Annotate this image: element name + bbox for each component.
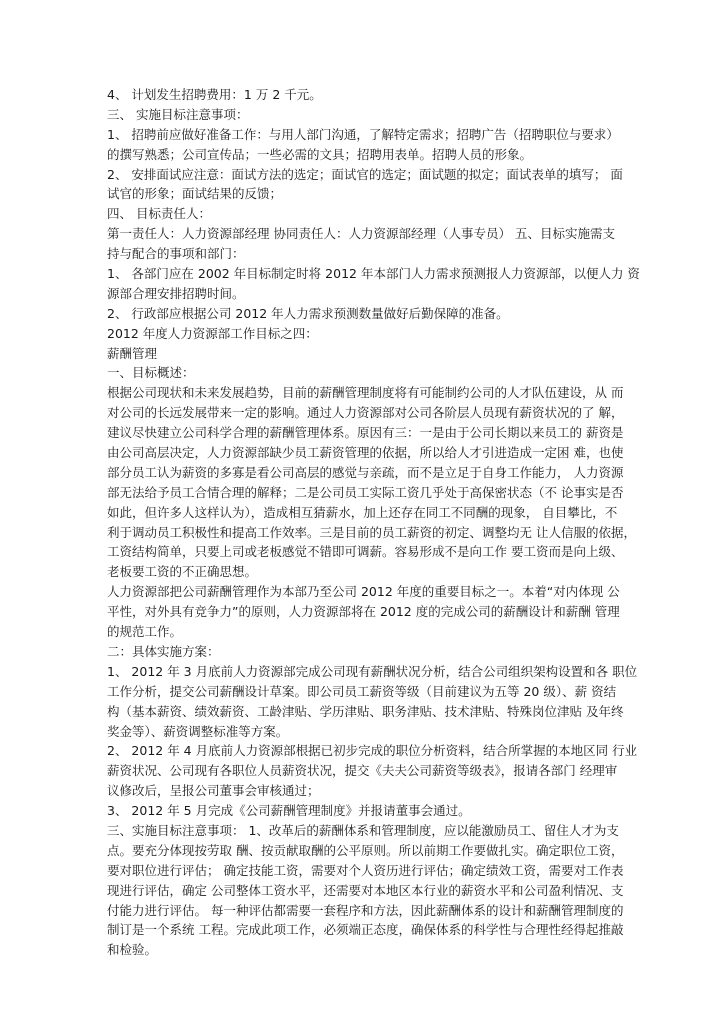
section-heading: 一、目标概述： bbox=[107, 365, 195, 381]
text-line: 由公司高层决定，人力资源部缺少员工薪资管理的依据，所以给人才引进造成一定困 难，也使 bbox=[107, 445, 624, 461]
text-line: 平性，对外具有竞争力”的原则，人力资源部将在 2012 度的完成公司的薪酬设计和薪酬 管理 bbox=[107, 604, 620, 620]
text-line: 的规范工作。 bbox=[107, 624, 183, 640]
text-line: 1、 各部门应在 2002 年目标制定时将 2012 年本部门人力需求预测报人力资源部，以便人力 资 bbox=[107, 266, 640, 282]
text-line: 议修改后，呈报公司董事会审核通过； bbox=[107, 783, 320, 799]
document-subtitle: 2012 年度人力资源部工作目标之四： bbox=[107, 325, 318, 341]
text-line: 人力资源部把公司薪酬管理作为本部乃至公司 2012 年度的重要目标之一。本着“对内体现 公 bbox=[107, 584, 620, 600]
text-line: 的撰写熟悉；公司宣传品；一些必需的文具；招聘用表单。招聘人员的形象。 bbox=[107, 146, 533, 162]
topic-heading: 薪酬管理 bbox=[107, 345, 158, 361]
text-line: 部无法给予员工合情合理的解释；二是公司员工实际工资几乎处于高保密状态（不 论事实是否 bbox=[107, 484, 624, 500]
text-line: 制订是一个系统 工程。完成此项工作，必须端正态度，确保体系的科学性与合理性经得起推敲 bbox=[107, 922, 624, 938]
text-line: 要对职位进行评估； 确定技能工资，需要对个人资历进行评估；确定绩效工资，需要对工作表 bbox=[107, 862, 624, 878]
text-line: 根据公司现状和未来发展趋势，目前的薪酬管理制度将有可能制约公司的人才队伍建设，从 而 bbox=[107, 385, 624, 401]
text-line: 利于调动员工积极性和提高工作效率。三是目前的员工薪资的初定、调整均无 让人信服的依据， bbox=[107, 524, 636, 540]
text-line: 3、 2012 年 5 月完成《公司薪酬管理制度》并报请董事会通过。 bbox=[107, 803, 471, 819]
text-line: 第一责任人：人力资源部经理 协同责任人：人力资源部经理（人事专员） 五、目标实施需支 bbox=[107, 226, 615, 242]
text-line: 工作分析，提交公司薪酬设计草案。即公司员工薪资等级（目前建议为五等 20 级）、薪 资结 bbox=[107, 683, 617, 699]
text-line: 工资结构简单，只要上司或老板感觉不错即可调薪。容易形成不是向工作 要工资而是向上级、 bbox=[107, 544, 624, 560]
text-line: 试官的形象；面试结果的反馈； bbox=[107, 186, 283, 202]
section-heading: 四、 目标责任人： bbox=[107, 206, 211, 222]
section-heading: 三、 实施目标注意事项： bbox=[107, 106, 249, 122]
document-body bbox=[107, 85, 640, 960]
text-line: 1、 招聘前应做好准备工作：与用人部门沟通，了解特定需求；招聘广告（招聘职位与要求） bbox=[107, 126, 619, 142]
text-line: 4、 计划发生招聘费用：1 万 2 千元。 bbox=[107, 87, 322, 102]
text-line: 2、 行政部应根据公司 2012 年人力需求预测数量做好后勤保障的准备。 bbox=[107, 305, 509, 321]
section-heading: 二：具体实施方案： bbox=[107, 643, 220, 659]
text-line: 付能力进行评估。 每一种评估都需要一套程序和方法，因此薪酬体系的设计和薪酬管理制度的 bbox=[107, 902, 624, 918]
text-line: 源部合理安排招聘时间。 bbox=[107, 285, 245, 301]
text-line: 1、 2012 年 3 月底前人力资源部完成公司现有薪酬状况分析，结合公司组织架构设置和各 职位 bbox=[107, 663, 638, 679]
text-line: 持与配合的事项和部门： bbox=[107, 246, 245, 262]
text-line: 薪资状况、公司现有各职位人员薪资状况，提交《夫夫公司薪资等级表》，报请各部门 经理审 bbox=[107, 763, 618, 779]
text-line: 部分员工认为薪资的多寡是看公司高层的感觉与亲疏，而不是立足于自身工作能力， 人力资源 bbox=[107, 464, 624, 480]
text-line: 2、 安排面试应注意：面试方法的选定；面试官的选定；面试题的拟定；面试表单的填写； 面 bbox=[107, 166, 623, 182]
text-line: 2、 2012 年 4 月底前人力资源部根据已初步完成的职位分析资料，结合所掌握的本地区同 行业 bbox=[107, 743, 638, 759]
text-line: 奖金等）、薪资调整标准等方案。 bbox=[107, 723, 289, 739]
text-line: 对公司的长远发展带来一定的影响。通过人力资源部对公司各阶层人员现有薪资状况的了 解， bbox=[107, 405, 624, 421]
text-line: 建议尽快建立公司科学合理的薪酬管理体系。原因有三：一是由于公司长期以来员工的 薪资是 bbox=[107, 425, 624, 441]
text-line: 如此，但许多人这样认为），造成相互猜薪水，加上还存在同工不同酬的现象， 自目攀比，不 bbox=[107, 504, 618, 520]
text-line: 和检验。 bbox=[107, 942, 158, 958]
text-line: 老板要工资的不正确思想。 bbox=[107, 564, 258, 580]
text-line: 点。要充分体现按劳取 酬、按贡献取酬的公平原则。所以前期工作要做扎实。确定职位工资， bbox=[107, 842, 624, 858]
text-line: 构（基本薪资、绩效薪资、工龄津贴、学历津贴、职务津贴、技术津贴、特殊岗位津贴 及年终 bbox=[107, 703, 624, 719]
text-line: 三、实施目标注意事项： 1、改革后的薪酬体系和管理制度，应以能激励员工、留住人才为支 bbox=[107, 822, 619, 838]
text-line: 现进行评估，确定 公司整体工资水平，还需要对本地区本行业的薪资水平和公司盈利情况、支 bbox=[107, 882, 624, 898]
